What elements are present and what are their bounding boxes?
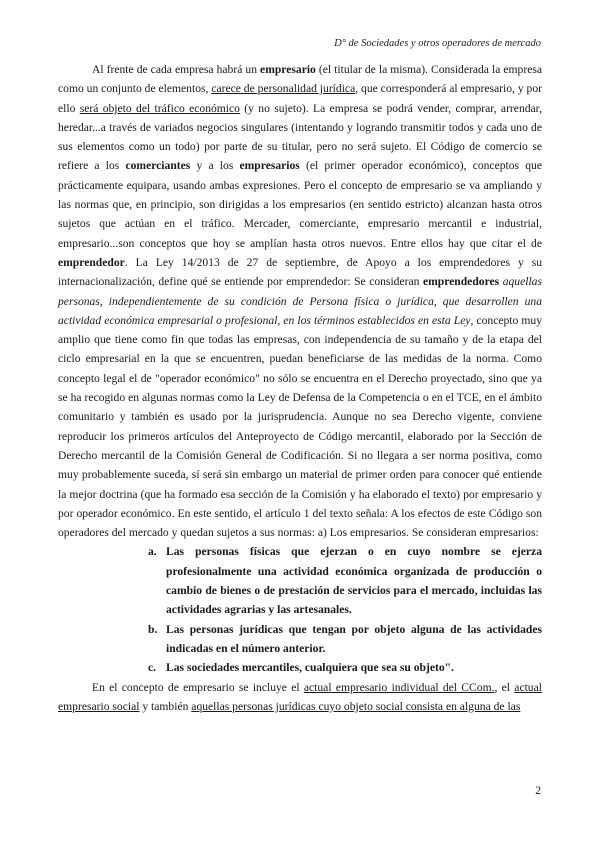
underlined-phrase: será objeto del tráfico económico — [79, 101, 240, 115]
bold-term-comerciantes: comerciantes — [125, 159, 191, 173]
list-marker: a. — [148, 545, 157, 559]
bold-term-emprendedores: emprendedores — [422, 275, 500, 289]
running-header: D° de Sociedades y otros operadores de mercado — [334, 38, 541, 49]
text-run: Al frente de cada empresa habrá un — [92, 63, 261, 76]
text-run: . La Ley 14/2013 de 27 de septiembre, de Apoyo a los emprendedores y su internacionalización, define qué se entiende por emprendedor: Se consideran — [58, 255, 542, 289]
text-run: y a los — [190, 159, 240, 173]
document-body — [58, 60, 542, 716]
list-item-text: Las sociedades mercantiles, cualquiera que sea su objeto". — [166, 661, 455, 675]
list-marker: b. — [148, 622, 158, 636]
list-item-text: Las personas físicas que ejerzan o en cuyo nombre se ejerza profesionalmente una actividad económica organizada de producción o cambio de bienes o de prestación de servicios para el mercado, incluidas las actividades agrarias y las artesanales. — [166, 545, 542, 617]
underlined-phrase: actual empresario individual del CCom. — [303, 680, 495, 694]
list-item-text: Las personas jurídicas que tengan por objeto alguna de las actividades indicadas en el número anterior. — [166, 622, 542, 655]
list-item — [148, 658, 542, 677]
text-run: y también — [139, 699, 192, 713]
list-marker: c. — [148, 661, 157, 675]
underlined-phrase: aquellas personas jurídicas cuyo objeto social consista en alguna de las — [191, 699, 521, 713]
list-item — [148, 620, 542, 659]
article-list — [58, 542, 542, 677]
text-run: (el primer operador económico), conceptos que prácticamente equipara, usando ambas expresiones. Pero el concepto de empresario se va ampliando y las normas que, en principio, son dirigidas a los empresarios (en sentido estricto) alcanzan hasta otros sujetos que actúan en el tráfico. Mercader, comerciante, empresario mercantil e industrial, empresario...son conceptos que hoy se amplían hasta otros nuevos. Entre ellos hay que citar el de — [58, 159, 542, 250]
bold-term-emprendedor: emprendedor — [58, 255, 125, 269]
paragraph-empresario — [58, 60, 542, 542]
list-item — [148, 542, 542, 619]
text-run: , concepto muy amplio que tiene como fin que todas las empresas, con independencia de su tamaño y de la etapa del ciclo empresarial en la que se encuentren, puedan beneficiarse de las medidas de la norma. Como concepto legal el de "operador económico" no sólo se encuentra en el Derecho proyectado, sino que ya se ha recogido en algunas normas como la Ley de Defensa de la Competencia o en el TCE, en el ámbito comunitario y también es usado por la jurisprudencia. Aunque no sea Derecho vigente, conviene reproducir los primeros artículos del Anteproyecto de Código mercantil, elaborado por la Sección de Derecho mercantil de la Comisión General de Codificación. Si no llegara a ser norma positiva, como muy probablemente suceda, sí será sin embargo un material de primer orden para conocer qué entiende la mejor doctrina (que ha formado esa sección de la Comisión y ha elaborado el texto) por empresario y por operador económico. En este sentido, el artículo 1 del texto señala: A los efectos de este Código son operadores del mercado y quedan sujetos a sus normas: a) Los empresarios. Se consideran empresarios: — [58, 313, 543, 540]
text-run: , el — [494, 680, 515, 694]
text-run: (el titular de la misma). Considerada la empresa como un conjunto de elementos, — [58, 63, 543, 96]
page-number: 2 — [535, 784, 541, 797]
bold-term-empresario: empresario — [260, 63, 316, 76]
text-run: , que corresponderá al empresario, y por ello — [58, 82, 542, 115]
text-run: (y no sujeto). La empresa se podrá vender, comprar, arrendar, heredar...a través de variados negocios singulares (intentando y logrando transmitir todos y cada uno de sus elementos como un todo) por parte de su titular, pero no será sujeto. El Código de comercio se refiere a los — [58, 101, 542, 173]
underlined-phrase: carece de personalidad jurídica — [211, 82, 356, 96]
bold-term-empresarios: empresarios — [239, 159, 300, 173]
paragraph-concepto — [58, 678, 542, 717]
underlined-phrase: actual empresario social — [58, 680, 542, 713]
italic-definition: aquellas personas, independientemente de su condición de Persona física o jurídica, que desarrollen una actividad económica empresarial o profesional, en los términos establecidos en esta Ley — [58, 275, 542, 327]
text-run: En el concepto de empresario se incluye el — [92, 680, 304, 694]
